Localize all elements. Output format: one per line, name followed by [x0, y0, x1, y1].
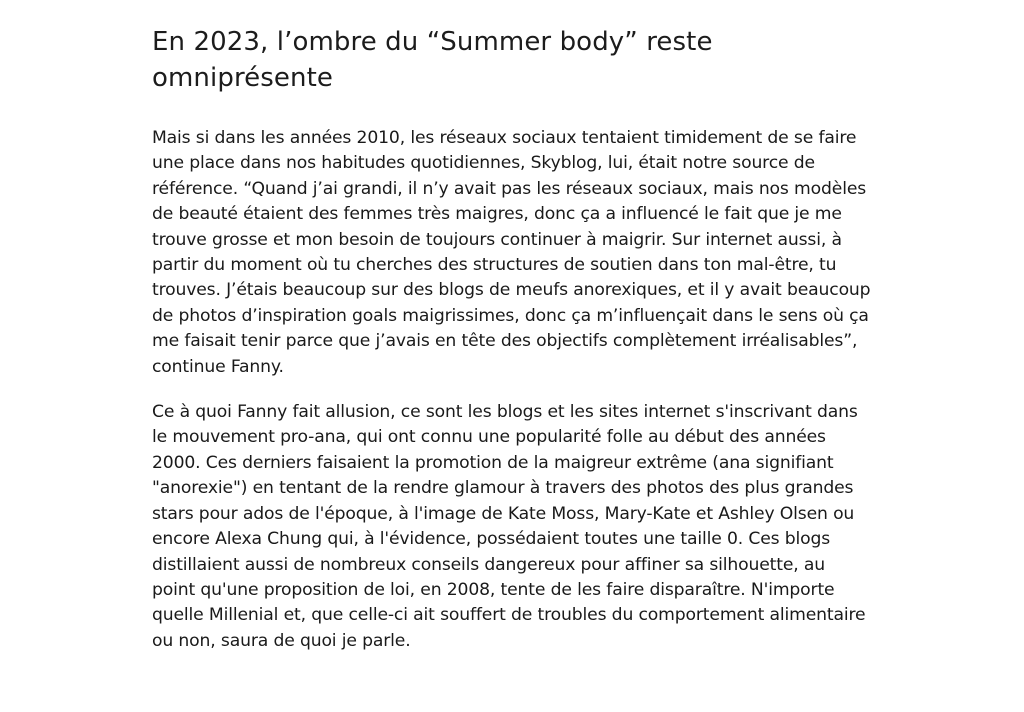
- article-paragraph-2: Ce à quoi Fanny fait allusion, ce sont les blogs et les sites internet s'inscrivant dans le mouvement pro-ana, qui ont connu une popularité folle au début des années 2000. Ces derniers faisaient la promotion de la maigreur extrême (ana signifiant "anorexie") en tentant de la rendre glamour à travers des photos des plus grandes stars pour ados de l'époque, à l'image de Kate Moss, Mary-Kate et Ashley Olsen ou encore Alexa Chung qui, à l'évidence, possédaient toutes une taille 0. Ces blogs distillaient aussi de nombreux conseils dangereux pour affiner sa silhouette, au point qu'une proposition de loi, en 2008, tente de les faire disparaître. N'importe quelle Millenial et, que celle-ci ait souffert de troubles du comportement alimentaire ou non, saura de quoi je parle.: [152, 402, 866, 651]
- article-paragraph-1: Mais si dans les années 2010, les réseaux sociaux tentaient timidement de se faire une place dans nos habitudes quotidiennes, Skyblog, lui, était notre source de référence. “Quand j’ai grandi, il n’y avait pas les réseaux sociaux, mais nos modèles de beauté étaient des femmes très maigres, donc ça a influencé le fait que je me trouve grosse et mon besoin de toujours continuer à maigrir. Sur internet aussi, à partir du moment où tu cherches des structures de soutien dans ton mal-être, tu trouves. J’étais beaucoup sur des blogs de meufs anorexiques, et il y avait beaucoup de photos d’inspiration goals maigrissimes, donc ça m’influençait dans le sens où ça me faisait tenir parce que j’avais en tête des objectifs complètement irréalisables”, continue Fanny.: [152, 128, 871, 377]
- article: [152, 24, 872, 654]
- article-heading: En 2023, l’ombre du “Summer body” reste omniprésente: [152, 27, 713, 93]
